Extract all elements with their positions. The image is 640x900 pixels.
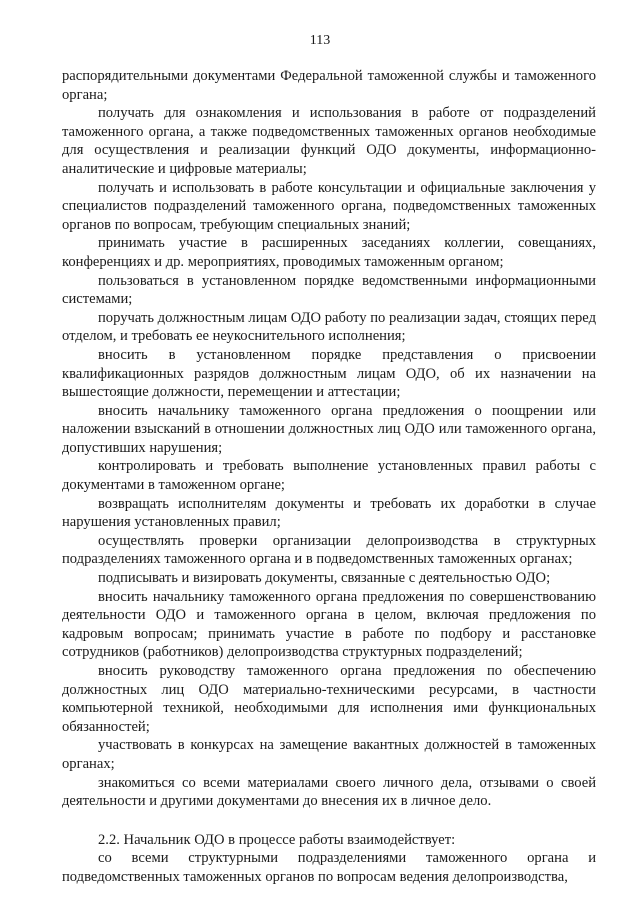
paragraph: возвращать исполнителям документы и требовать их доработки в случае нарушения установленных правил; [62, 495, 596, 531]
paragraph: контролировать и требовать выполнение установленных правил работы с документами в таможенном органе; [62, 458, 596, 494]
paragraph: вносить в установленном порядке представления о присвоении квалификационных разрядов должностным лицам ОДО, об их назначении на вышестоящие должности, перемещении и аттестации; [62, 346, 596, 401]
section-heading: 2.2. Начальник ОДО в процессе работы взаимодействует: [98, 831, 456, 848]
paragraph: получать и использовать в работе консультации и официальные заключения у специалистов подразделений таможенного органа, подведомственных таможенных органов по вопросам, требующим специальных знаний; [62, 179, 596, 233]
paragraph: пользоваться в установленном порядке ведомственными информационными системами; [62, 272, 596, 308]
paragraph: участвовать в конкурсах на замещение вакантных должностей в таможенных органах; [62, 737, 596, 772]
paragraph: распорядительными документами Федеральной таможенной службы и таможенного органа; [62, 68, 596, 103]
paragraph: поручать должностным лицам ОДО работу по реализации задач, стоящих перед отделом, и требовать ее неукоснительного исполнения; [62, 309, 596, 345]
section-spacer [62, 811, 596, 831]
paragraph: принимать участие в расширенных заседаниях коллегии, совещаниях, конференциях и др. мероприятиях, проводимых таможенным органом; [62, 235, 596, 270]
paragraph: подписывать и визировать документы, связанные с деятельностью ОДО; [98, 570, 551, 587]
paragraph: со всеми структурными подразделениями таможенного органа и подведомственных таможенных органов по вопросам ведения делопроизводства, [62, 850, 596, 885]
paragraph: вносить руководству таможенного органа предложения по обеспечению должностных лиц ОДО материально-техническими ресурсами, в частности компьютерной техникой, необходимыми для исполнения ими функциональных обязанностей; [62, 663, 596, 735]
paragraph: вносить начальнику таможенного органа предложения по совершенствованию деятельности ОДО и таможенного органа в целом, включая предложения по кадровым вопросам; принимать участие в работе по подбору и расстановке сотрудников (работников) делопроизводства структурных подразделений; [62, 588, 596, 661]
page-number: 113 [309, 33, 331, 48]
paragraph: знакомиться со всеми материалами своего личного дела, отзывами о своей деятельности и другими документами до внесения их в личное дело. [62, 774, 596, 810]
paragraph: осуществлять проверки организации делопроизводства в структурных подразделениях таможенного органа и в подведомственных таможенных органах; [62, 532, 596, 568]
paragraph: вносить начальнику таможенного органа предложения о поощрении или наложении взысканий в отношении должностных лиц ОДО или таможенного органа, допустивших нарушения; [62, 402, 596, 456]
paragraph: получать для ознакомления и использования в работе от подразделений таможенного органа, а также подведомственных таможенных органов необходимые для осуществления и реализации функций ОДО документы, информационно-аналитические и цифровые материалы; [62, 105, 596, 177]
document-body [62, 67, 596, 887]
